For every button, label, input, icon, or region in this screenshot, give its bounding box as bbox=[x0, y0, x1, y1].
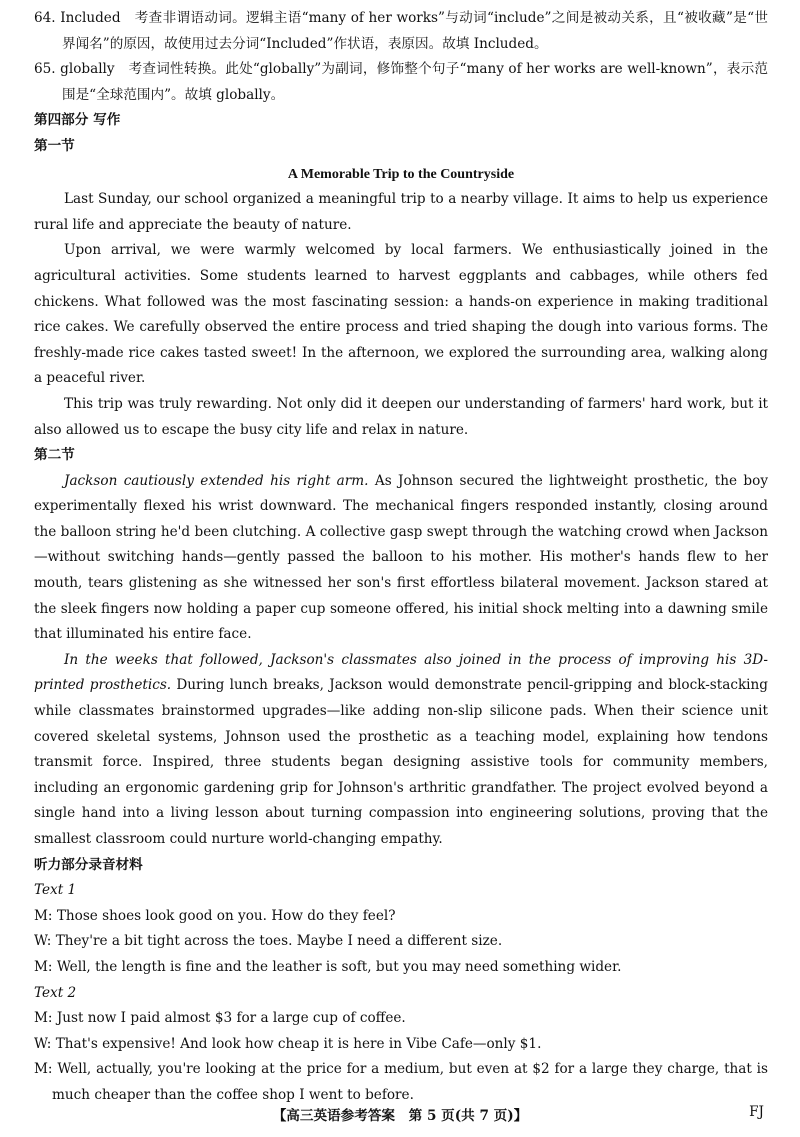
answer-65 bbox=[34, 57, 768, 108]
story-lead-sentence: Jackson cautiously extended his right arm. bbox=[64, 472, 369, 489]
footer-page-info: 【高三英语参考答案 第 5 页(共 7 页)】 bbox=[272, 1108, 528, 1124]
part-1-label: 第一节 bbox=[34, 137, 75, 154]
essay-paragraph: This trip was truly rewarding. Not only did it deepen our understanding of farmers' hard work, but it also allowed us to escape the busy city life and relax in nature. bbox=[34, 395, 768, 438]
dialog-line: M: Well, actually, you're looking at the price for a medium, but even at $2 for a large they charge, that is much cheaper than the coffee shop I went to before. bbox=[34, 1061, 768, 1103]
section-heading-writing: 第四部分 写作 bbox=[34, 112, 121, 129]
listening-heading: 听力部分录音材料 bbox=[34, 856, 143, 873]
listening-text-label: Text 1 bbox=[34, 882, 77, 899]
listening-text-label: Text 2 bbox=[34, 984, 77, 1001]
story-lead-sentence: In the weeks that followed, Jackson's classmates also joined in the process of improving his 3D-printed prosthetics. bbox=[34, 651, 768, 694]
story-body: During lunch breaks, Jackson would demonstrate pencil-gripping and block-stacking while classmates brainstormed upgrades—like adding non-slip silicone pads. When their science unit covered skeletal systems, Johnson used the prosthetic as a teaching model, explaining how tendons transmit force. Inspired, three students began designing assistive tools for community members, including an ergonomic gardening grip for Johnson's arthritic grandfather. The project evolved beyond a single hand into a living lesson about turning compassion into engineering solutions, proving that the smallest classroom could nurture world-changing empathy. bbox=[34, 677, 768, 847]
dialog-line: M: Just now I paid almost $3 for a large cup of coffee. bbox=[34, 1010, 406, 1027]
answer-key: 64. Included bbox=[34, 10, 121, 26]
dialog-line: W: That's expensive! And look how cheap it is here in Vibe Cafe—only $1. bbox=[34, 1035, 542, 1052]
story-body: As Johnson secured the lightweight prosthetic, the boy experimentally flexed his wrist downward. The mechanical fingers responded instantly, closing around the balloon string he'd been clutching. A collective gasp swept through the watching crowd when Jackson—without switching hands—gently passed the balloon to his mother. His mother's hands flew to her mouth, tears glistening as she witnessed her son's first effortless bilateral movement. Jackson stared at the sleek fingers now holding a paper cup someone offered, his initial shock melting into a dawning smile that illuminated his entire face. bbox=[34, 472, 768, 643]
answer-64 bbox=[34, 6, 768, 57]
answer-key: 65. globally bbox=[34, 61, 115, 78]
answer-explanation: 考查词性转换。此处“globally”为副词，修饰整个句子“many of her works are well-known”，表示范围是“全球范围内”。故填 globally。 bbox=[62, 61, 768, 103]
essay-title: A Memorable Trip to the Countryside bbox=[287, 166, 515, 182]
page-footer bbox=[0, 1104, 800, 1130]
essay-paragraph: Last Sunday, our school organized a meaningful trip to a nearby village. It aims to help us experience rural life and appreciate the beauty of nature. bbox=[34, 191, 768, 233]
dialog-line: M: Well, the length is fine and the leather is soft, but you may need something wider. bbox=[34, 958, 622, 975]
dialog-line: M: Those shoes look good on you. How do they feel? bbox=[34, 907, 396, 924]
footer-code: FJ bbox=[749, 1104, 764, 1120]
essay-paragraph: Upon arrival, we were warmly welcomed by local farmers. We enthusiastically joined in the agricultural activities. Some students learned to harvest eggplants and cabbages, while others fed chickens. What followed was the most fascinating session: a hands-on experience in making traditional rice cakes. We carefully observed the entire process and tried shaping the dough into various forms. The freshly-made rice cakes tasted sweet! In the afternoon, we explored the surrounding area, walking along a peaceful river. bbox=[34, 242, 768, 387]
story-paragraph-1 bbox=[34, 469, 768, 648]
answer-page bbox=[34, 6, 768, 1109]
story-paragraph-2 bbox=[34, 648, 768, 853]
dialog-line: W: They're a bit tight across the toes. Maybe I need a different size. bbox=[34, 933, 503, 950]
part-2-label: 第二节 bbox=[34, 447, 75, 464]
answer-explanation: 考查非谓语动词。逻辑主语“many of her works”与动词“include”之间是被动关系，且“被收藏”是“世界闻名”的原因，故使用过去分词“Included”作状语，表原因。故填 Included。 bbox=[62, 10, 768, 52]
